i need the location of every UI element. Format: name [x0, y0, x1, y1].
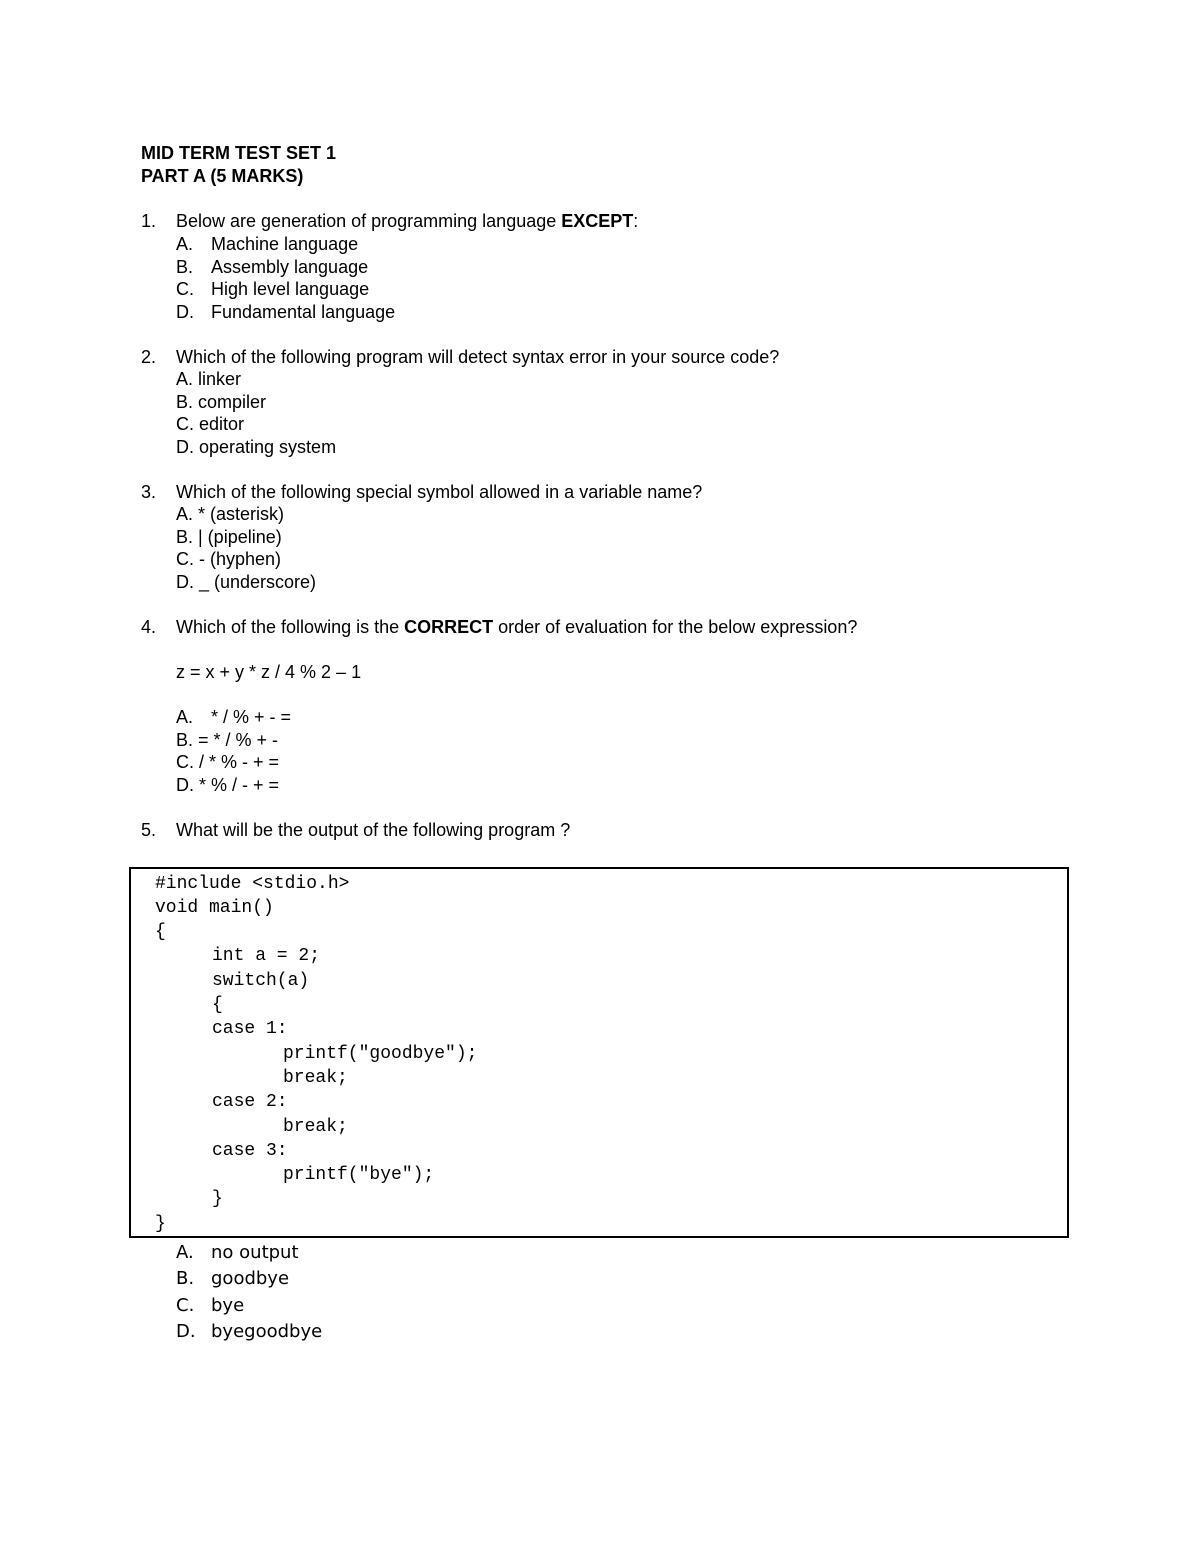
- q2-option-b: B. compiler: [176, 392, 267, 412]
- code-line: printf("bye");: [283, 1165, 435, 1185]
- question-4-number: 4.: [141, 617, 157, 637]
- q3-option-a: A. * (asterisk): [176, 504, 285, 524]
- code-line: #include <stdio.h>: [155, 874, 350, 894]
- test-title: MID TERM TEST SET 1: [141, 143, 337, 163]
- q3-option-b: B. | (pipeline): [176, 527, 282, 547]
- part-heading: PART A (5 MARKS): [141, 166, 304, 186]
- q4-option-c: C. / * % - + =: [176, 752, 280, 772]
- q5-option-c: bye: [211, 1295, 245, 1316]
- question-4-expression: z = x + y * z / 4 % 2 – 1: [176, 662, 362, 682]
- question-3-text: Which of the following special symbol allowed in a variable name?: [176, 482, 703, 502]
- q5-option-d-letter: D.: [176, 1321, 196, 1342]
- q3-option-d: D. _ (underscore): [176, 572, 317, 592]
- q1-option-d-letter: D.: [176, 302, 194, 322]
- q1-option-b-letter: B.: [176, 257, 194, 277]
- q5-option-d: byegoodbye: [211, 1321, 323, 1342]
- code-line: switch(a): [212, 971, 310, 991]
- q2-option-a: A. linker: [176, 369, 242, 389]
- code-line: void main(): [155, 898, 274, 918]
- code-line: {: [212, 995, 223, 1015]
- q4-option-b: B. = * / % + -: [176, 730, 279, 750]
- code-line: printf("goodbye");: [283, 1044, 478, 1064]
- code-line: case 1:: [212, 1019, 288, 1039]
- code-line: }: [155, 1214, 166, 1234]
- q2-option-d: D. operating system: [176, 437, 337, 457]
- q5-option-a-letter: A.: [176, 1242, 194, 1263]
- q1-option-c-letter: C.: [176, 279, 194, 299]
- q1-option-d: Fundamental language: [211, 302, 396, 322]
- q4-option-a-letter: A.: [176, 707, 194, 727]
- question-5-number: 5.: [141, 820, 157, 840]
- question-1-text: Below are generation of programming language EXCEPT:: [176, 211, 639, 231]
- question-3-number: 3.: [141, 482, 157, 502]
- q4-option-d: D. * % / - + =: [176, 775, 280, 795]
- q4-option-a: * / % + - =: [211, 707, 292, 727]
- q1-option-c: High level language: [211, 279, 370, 299]
- code-line: case 3:: [212, 1141, 288, 1161]
- q1-option-b: Assembly language: [211, 257, 369, 277]
- q5-option-c-letter: C.: [176, 1295, 195, 1316]
- q2-option-c: C. editor: [176, 414, 245, 434]
- code-line: {: [155, 922, 166, 942]
- code-listing-box: [129, 867, 1069, 1238]
- question-2-text: Which of the following program will detect syntax error in your source code?: [176, 347, 780, 367]
- question-4-text: Which of the following is the CORRECT order of evaluation for the below expression?: [176, 617, 858, 637]
- question-1-number: 1.: [141, 211, 157, 231]
- q1-option-a-letter: A.: [176, 234, 194, 254]
- question-5-text: What will be the output of the following program ?: [176, 820, 571, 840]
- q5-option-b: goodbye: [211, 1268, 290, 1289]
- code-line: break;: [283, 1117, 348, 1137]
- q1-option-a: Machine language: [211, 234, 359, 254]
- code-line: int a = 2;: [212, 946, 321, 966]
- code-line: case 2:: [212, 1092, 288, 1112]
- code-line: break;: [283, 1068, 348, 1088]
- question-1-emphasis: EXCEPT: [561, 211, 634, 231]
- q5-option-b-letter: B.: [176, 1268, 195, 1289]
- code-line: }: [212, 1189, 223, 1209]
- question-2-number: 2.: [141, 347, 157, 367]
- q3-option-c: C. - (hyphen): [176, 549, 282, 569]
- q5-option-a: no output: [211, 1242, 299, 1263]
- question-4-emphasis: CORRECT: [404, 617, 494, 637]
